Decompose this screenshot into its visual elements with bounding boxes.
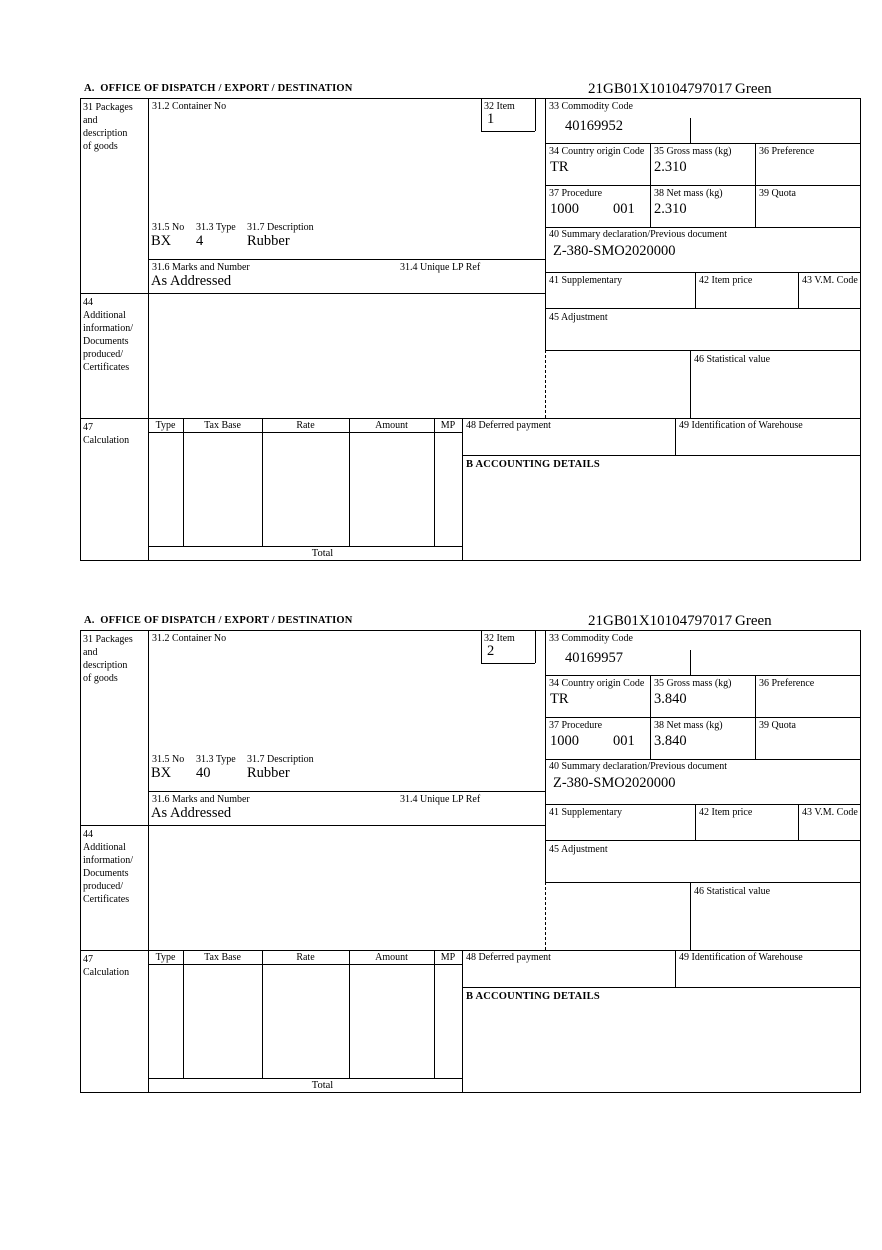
marks-number-value: As Addressed xyxy=(151,805,232,821)
vm-code-label: 43 V.M. Code xyxy=(802,807,858,818)
form-line xyxy=(545,882,861,883)
routing-status: Green xyxy=(735,613,772,629)
quota-label: 39 Quota xyxy=(759,720,796,731)
dashed-divider-line xyxy=(545,350,546,418)
country-origin-value: TR xyxy=(550,159,569,175)
form-line xyxy=(80,293,545,294)
col-header-tax-base: Tax Base xyxy=(204,420,241,431)
additional-info-label: 44 Additional information/ Documents produced/ Certificates xyxy=(83,829,133,905)
packages-type-label: 31.3 Type xyxy=(196,754,236,765)
customs-declaration-copy xyxy=(80,80,861,561)
unique-lp-ref-label: 31.4 Unique LP Ref xyxy=(400,794,481,805)
form-line xyxy=(545,804,861,805)
form-line xyxy=(80,418,861,419)
item-number-value: 2 xyxy=(487,643,495,659)
form-line xyxy=(650,675,651,759)
accounting-details-label: B ACCOUNTING DETAILS xyxy=(466,459,600,470)
col-header-tax-base: Tax Base xyxy=(204,952,241,963)
form-line xyxy=(650,143,651,227)
form-line xyxy=(462,950,463,1093)
gross-mass-label: 35 Gross mass (kg) xyxy=(654,146,732,157)
adjustment-label: 45 Adjustment xyxy=(549,844,608,855)
form-line xyxy=(262,418,263,546)
form-line xyxy=(695,272,696,308)
packages-no-label: 31.5 No xyxy=(152,754,185,765)
office-of-dispatch-title: A. OFFICE OF DISPATCH / EXPORT / DESTINATION xyxy=(84,83,353,94)
form-line xyxy=(690,650,691,675)
procedure-value-1: 1000 xyxy=(550,201,579,217)
form-line xyxy=(349,950,350,1078)
col-header-type: Type xyxy=(155,420,176,431)
commodity-code-label: 33 Commodity Code xyxy=(549,633,633,644)
packages-description-label: 31 Packages and description of goods xyxy=(83,102,133,152)
deferred-payment-label: 48 Deferred payment xyxy=(466,952,551,963)
adjustment-label: 45 Adjustment xyxy=(549,312,608,323)
vm-code-label: 43 V.M. Code xyxy=(802,275,858,286)
net-mass-value: 2.310 xyxy=(654,201,687,217)
commodity-code-value: 40169957 xyxy=(565,650,623,666)
packages-type-value: 40 xyxy=(196,765,211,781)
form-line xyxy=(545,350,861,351)
calculation-label: 47 Calculation xyxy=(83,954,130,978)
col-header-type: Type xyxy=(155,952,176,963)
preference-label: 36 Preference xyxy=(759,146,815,157)
preference-label: 36 Preference xyxy=(759,678,815,689)
form-line xyxy=(545,185,861,186)
item-label: 32 Item xyxy=(484,633,515,644)
office-of-dispatch-title: A. OFFICE OF DISPATCH / EXPORT / DESTINATION xyxy=(84,615,353,626)
summary-declaration-label: 40 Summary declaration/Previous document xyxy=(549,761,728,772)
packages-description-label: 31 Packages and description of goods xyxy=(83,634,133,684)
total-label: Total xyxy=(311,548,334,559)
form-line xyxy=(481,663,535,664)
form-line xyxy=(349,418,350,546)
form-line xyxy=(690,882,691,950)
net-mass-value: 3.840 xyxy=(654,733,687,749)
goods-description-label: 31.7 Description xyxy=(247,754,314,765)
form-line xyxy=(675,950,676,987)
procedure-value-1: 1000 xyxy=(550,733,579,749)
declaration-reference: 21GB01X10104797017 xyxy=(588,613,733,629)
accounting-details-label: B ACCOUNTING DETAILS xyxy=(466,991,600,1002)
calculation-label: 47 Calculation xyxy=(83,422,130,446)
statistical-value-label: 46 Statistical value xyxy=(694,886,771,897)
customs-declaration-copy xyxy=(80,612,861,1093)
supplementary-label: 41 Supplementary xyxy=(549,807,623,818)
form-line xyxy=(545,840,861,841)
form-line xyxy=(80,98,81,561)
container-no-label: 31.2 Container No xyxy=(152,101,227,112)
form-line xyxy=(798,272,799,308)
form-line xyxy=(755,143,756,227)
col-header-rate: Rate xyxy=(296,420,315,431)
net-mass-label: 38 Net mass (kg) xyxy=(654,188,723,199)
form-line xyxy=(80,1092,861,1093)
form-grid xyxy=(80,630,861,1093)
form-line xyxy=(80,825,545,826)
marks-number-value: As Addressed xyxy=(151,273,232,289)
form-line xyxy=(80,98,861,99)
form-line xyxy=(545,98,546,350)
summary-declaration-label: 40 Summary declaration/Previous document xyxy=(549,229,728,240)
col-header-mp: MP xyxy=(440,952,456,963)
quota-label: 39 Quota xyxy=(759,188,796,199)
form-line xyxy=(545,759,861,760)
col-header-rate: Rate xyxy=(296,952,315,963)
procedure-value-2: 001 xyxy=(613,733,635,749)
form-line xyxy=(80,950,861,951)
form-line xyxy=(148,1078,462,1079)
summary-declaration-value: Z-380-SMO2020000 xyxy=(553,243,676,259)
form-line xyxy=(545,143,861,144)
form-line xyxy=(545,227,861,228)
country-origin-value: TR xyxy=(550,691,569,707)
packages-no-label: 31.5 No xyxy=(152,222,185,233)
col-header-mp: MP xyxy=(440,420,456,431)
packages-no-value: BX xyxy=(151,765,172,781)
form-line xyxy=(434,418,435,546)
warehouse-id-label: 49 Identification of Warehouse xyxy=(679,952,803,963)
item-price-label: 42 Item price xyxy=(699,807,753,818)
total-label: Total xyxy=(311,1080,334,1091)
gross-mass-value: 2.310 xyxy=(654,159,687,175)
form-line xyxy=(434,950,435,1078)
form-line xyxy=(148,791,545,792)
form-line xyxy=(80,630,81,1093)
form-line xyxy=(860,98,861,561)
form-line xyxy=(481,98,482,131)
form-line xyxy=(462,418,463,561)
item-label: 32 Item xyxy=(484,101,515,112)
form-line xyxy=(148,630,149,1093)
form-line xyxy=(462,455,861,456)
packages-type-value: 4 xyxy=(196,233,204,249)
summary-declaration-value: Z-380-SMO2020000 xyxy=(553,775,676,791)
marks-number-label: 31.6 Marks and Number xyxy=(152,262,250,273)
col-header-amount: Amount xyxy=(375,420,408,431)
commodity-code-value: 40169952 xyxy=(565,118,623,134)
commodity-code-label: 33 Commodity Code xyxy=(549,101,633,112)
deferred-payment-label: 48 Deferred payment xyxy=(466,420,551,431)
form-line xyxy=(690,118,691,143)
packages-no-value: BX xyxy=(151,233,172,249)
form-line xyxy=(755,675,756,759)
form-line xyxy=(148,259,545,260)
item-price-label: 42 Item price xyxy=(699,275,753,286)
unique-lp-ref-label: 31.4 Unique LP Ref xyxy=(400,262,481,273)
marks-number-label: 31.6 Marks and Number xyxy=(152,794,250,805)
item-number-value: 1 xyxy=(487,111,495,127)
form-line xyxy=(535,98,536,131)
form-line xyxy=(80,630,861,631)
form-line xyxy=(481,131,535,132)
gross-mass-label: 35 Gross mass (kg) xyxy=(654,678,732,689)
form-line xyxy=(535,630,536,663)
procedure-label: 37 Procedure xyxy=(549,720,603,731)
form-line xyxy=(798,804,799,840)
form-line xyxy=(675,418,676,455)
packages-type-label: 31.3 Type xyxy=(196,222,236,233)
form-line xyxy=(695,804,696,840)
form-line xyxy=(148,432,462,433)
routing-status: Green xyxy=(735,81,772,97)
container-no-label: 31.2 Container No xyxy=(152,633,227,644)
form-line xyxy=(545,630,546,882)
country-origin-label: 34 Country origin Code xyxy=(549,146,645,157)
dashed-divider-line xyxy=(545,882,546,950)
col-header-amount: Amount xyxy=(375,952,408,963)
gross-mass-value: 3.840 xyxy=(654,691,687,707)
country-origin-label: 34 Country origin Code xyxy=(549,678,645,689)
form-line xyxy=(481,630,482,663)
warehouse-id-label: 49 Identification of Warehouse xyxy=(679,420,803,431)
procedure-value-2: 001 xyxy=(613,201,635,217)
form-line xyxy=(545,308,861,309)
form-line xyxy=(183,418,184,546)
form-line xyxy=(80,560,861,561)
goods-description-value: Rubber xyxy=(247,233,290,249)
supplementary-label: 41 Supplementary xyxy=(549,275,623,286)
form-line xyxy=(545,717,861,718)
additional-info-label: 44 Additional information/ Documents produced/ Certificates xyxy=(83,297,133,373)
net-mass-label: 38 Net mass (kg) xyxy=(654,720,723,731)
form-grid xyxy=(80,98,861,561)
form-line xyxy=(690,350,691,418)
procedure-label: 37 Procedure xyxy=(549,188,603,199)
form-line xyxy=(148,964,462,965)
form-line xyxy=(183,950,184,1078)
goods-description-value: Rubber xyxy=(247,765,290,781)
declaration-reference: 21GB01X10104797017 xyxy=(588,81,733,97)
form-line xyxy=(860,630,861,1093)
form-line xyxy=(545,675,861,676)
statistical-value-label: 46 Statistical value xyxy=(694,354,771,365)
form-line xyxy=(262,950,263,1078)
form-line xyxy=(148,546,462,547)
form-line xyxy=(148,98,149,561)
form-line xyxy=(545,272,861,273)
form-line xyxy=(462,987,861,988)
goods-description-label: 31.7 Description xyxy=(247,222,314,233)
